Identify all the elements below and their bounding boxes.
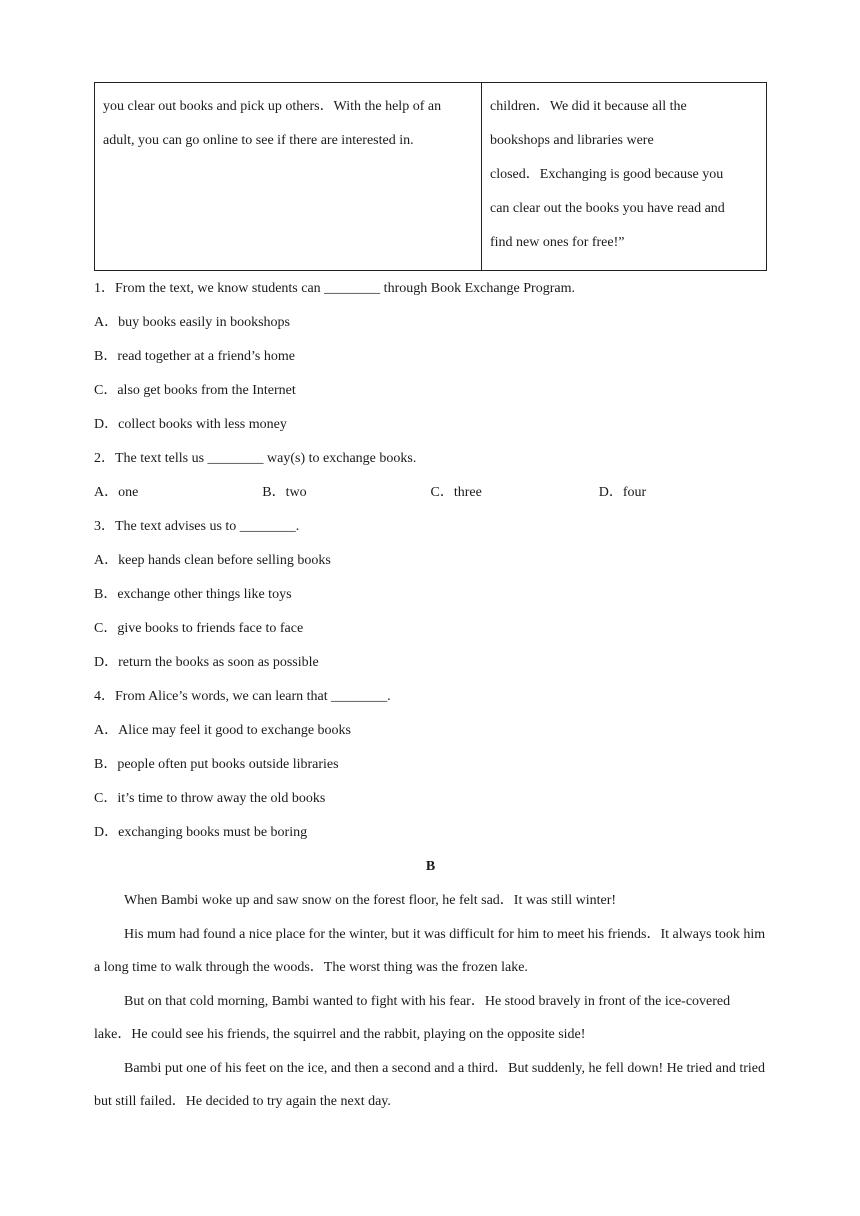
option-row — [94, 476, 767, 510]
table-line: find new ones for free!” — [490, 235, 625, 250]
table-row — [95, 83, 767, 271]
question-stem-3: 3．The text advises us to ________. — [94, 519, 300, 534]
option-d: D．exchanging books must be boring — [94, 825, 308, 840]
table-cell-right — [482, 83, 767, 271]
document-page — [94, 82, 767, 1119]
option-c: C．it’s time to throw away the old books — [94, 791, 326, 806]
passage-table — [94, 82, 767, 271]
table-line: you clear out books and pick up others．With the help of an — [103, 99, 442, 114]
option-a: A．one — [94, 485, 139, 500]
paragraph: When Bambi woke up and saw snow on the forest floor, he felt sad．It was still winter! — [124, 893, 617, 908]
option-c: C．also get books from the Internet — [94, 383, 296, 398]
table-line: bookshops and libraries were — [490, 133, 654, 148]
option-d: D．return the books as soon as possible — [94, 655, 319, 670]
question-stem-2: 2．The text tells us ________ way(s) to exchange books. — [94, 451, 417, 466]
option-d: D．collect books with less money — [94, 417, 287, 432]
option-b: B．people often put books outside libraries — [94, 757, 339, 772]
paragraph: Bambi put one of his feet on the ice, and then a second and a third．But suddenly, he fell down! He tried and tried but still failed．He decided to try again the next day. — [94, 1060, 765, 1109]
option-a: A．buy books easily in bookshops — [94, 315, 290, 330]
option-d: D．four — [598, 485, 647, 500]
option-b: B．read together at a friend’s home — [94, 349, 295, 364]
table-cell-left — [95, 83, 482, 271]
paragraph: But on that cold morning, Bambi wanted to fight with his fear．He stood bravely in front of the ice-covered lake．He could see his friends, the squirrel and the rabbit, playing on the opposite side! — [94, 993, 731, 1042]
table-line: closed．Exchanging is good because you — [490, 167, 724, 182]
question-stem-1: 1．From the text, we know students can ________ through Book Exchange Program. — [94, 281, 575, 296]
passage-b — [94, 884, 767, 1119]
option-c: C．give books to friends face to face — [94, 621, 304, 636]
option-b: B．exchange other things like toys — [94, 587, 292, 602]
option-a: A．Alice may feel it good to exchange books — [94, 723, 351, 738]
section-heading: B — [425, 859, 436, 874]
table-line: adult, you can go online to see if there are interested in. — [103, 133, 414, 148]
paragraph: His mum had found a nice place for the winter, but it was difficult for him to meet his friends．It always took him a long time to walk through the woods．The worst thing was the frozen lake. — [94, 926, 766, 975]
option-a: A．keep hands clean before selling books — [94, 553, 331, 568]
table-line: can clear out the books you have read and — [490, 201, 725, 216]
table-line: children．We did it because all the — [490, 99, 687, 114]
option-c: C．three — [430, 485, 482, 500]
question-list — [94, 272, 767, 850]
option-b: B．two — [262, 485, 307, 500]
question-stem-4: 4．From Alice’s words, we can learn that ________. — [94, 689, 391, 704]
